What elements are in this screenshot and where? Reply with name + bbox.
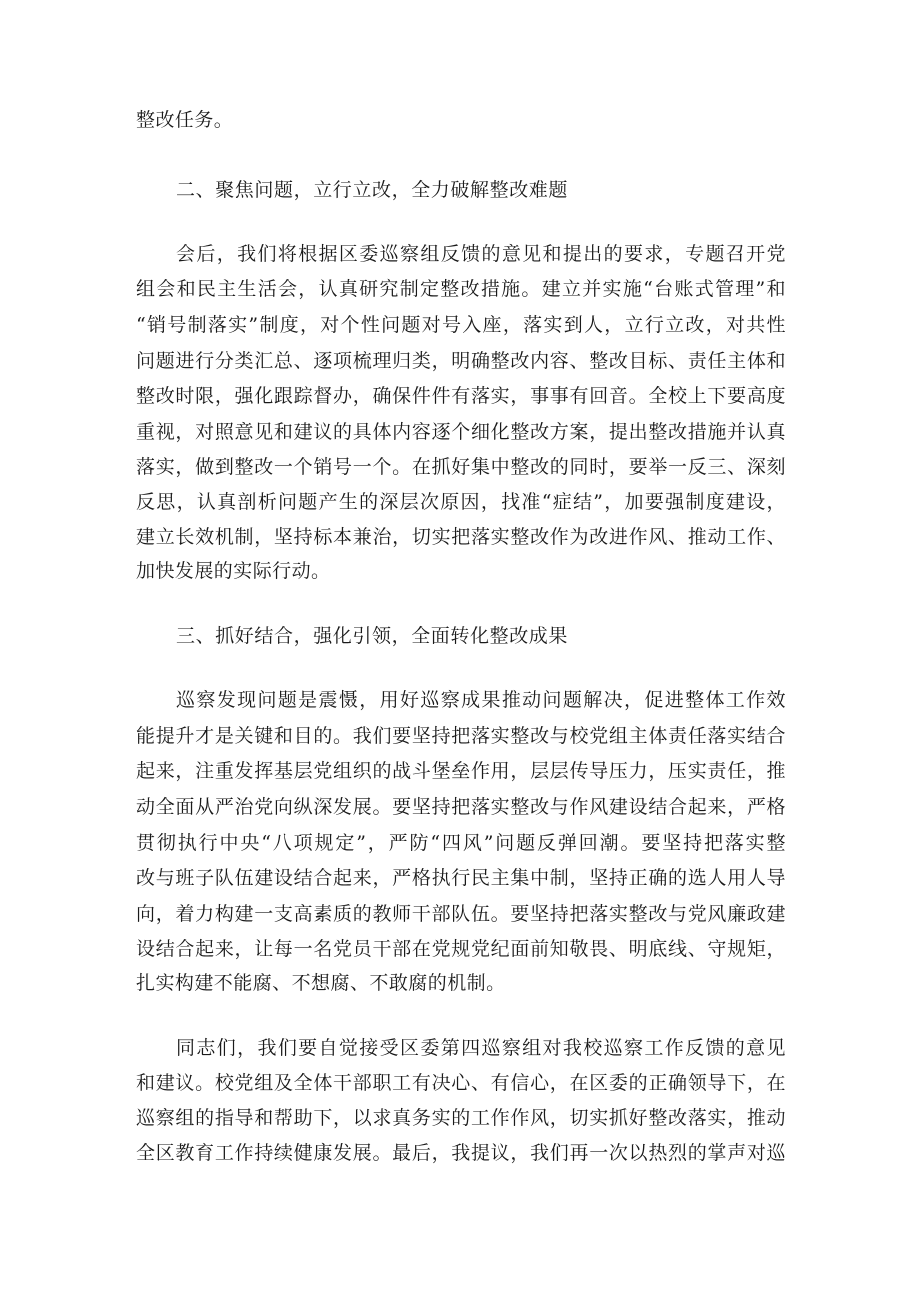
paragraph-line: 整改时限，强化跟踪督办，确保件件有落实，事事有回音。全校上下要高度 <box>136 385 786 407</box>
paragraph-line: 改与班子队伍建设结合起来，严格执行民主集中制，坚持正确的选人用人导 <box>136 867 786 889</box>
paragraph-line: 反思，认真剖析问题产生的深层次原因，找准“症结”，加要强制度建设， <box>136 491 786 513</box>
paragraph-line: 落实，做到整改一个销号一个。在抓好集中整改的同时，要举一反三、深刻 <box>136 456 786 478</box>
paragraph-line: 和建议。校党组及全体干部职工有决心、有信心，在区委的正确领导下，在 <box>136 1072 786 1094</box>
paragraph-line: 组会和民主生活会，认真研究制定整改措施。建立并实施“台账式管理”和 <box>136 278 786 300</box>
paragraph-line: 巡察组的指导和帮助下，以求真务实的工作作风，切实抓好整改落实，推动 <box>136 1107 786 1129</box>
paragraph-line: 设结合起来，让每一名党员干部在党规党纪面前知敬畏、明底线、守规矩， <box>136 938 786 960</box>
section-heading-2: 二、聚焦问题，立行立改，全力破解整改难题 <box>176 179 569 201</box>
paragraph-line: 建立长效机制，坚持标本兼治，切实把落实整改作为改进作风、推动工作、 <box>136 526 786 548</box>
paragraph-line: 能提升才是关键和目的。我们要坚持把落实整改与校党组主体责任落实结合 <box>136 725 786 747</box>
paragraph-end-line: 整改任务。 <box>136 109 234 131</box>
paragraph-line: 全区教育工作持续健康发展。最后，我提议，我们再一次以热烈的掌声对巡 <box>136 1142 786 1164</box>
paragraph-line: 同志们，我们要自觉接受区委第四巡察组对我校巡察工作反馈的意见 <box>176 1037 786 1059</box>
paragraph-line: 向，着力构建一支高素质的教师干部队伍。要坚持把落实整改与党风廉政建 <box>136 903 786 925</box>
paragraph-line: “销号制落实”制度，对个性问题对号入座，落实到人，立行立改，对共性 <box>136 314 786 336</box>
paragraph-line: 会后，我们将根据区委巡察组反馈的意见和提出的要求，专题召开党 <box>176 243 786 265</box>
paragraph-line: 加快发展的实际行动。 <box>136 560 331 582</box>
paragraph-line: 问题进行分类汇总、逐项梳理归类，明确整改内容、整改目标、责任主体和 <box>136 350 786 372</box>
paragraph-line: 动全面从严治党向纵深发展。要坚持把落实整改与作风建设结合起来，严格 <box>136 796 786 818</box>
section-heading-3: 三、抓好结合，强化引领，全面转化整改成果 <box>176 625 569 647</box>
paragraph-line: 贯彻执行中央“八项规定”，严防“四风”问题反弹回潮。要坚持把落实整 <box>136 832 786 854</box>
paragraph-line: 巡察发现问题是震慑，用好巡察成果推动问题解决，促进整体工作效 <box>176 689 786 711</box>
paragraph-line: 重视，对照意见和建议的具体内容逐个细化整改方案，提出整改措施并认真 <box>136 421 786 443</box>
paragraph-line: 扎实构建不能腐、不想腐、不敢腐的机制。 <box>136 972 506 994</box>
paragraph-line: 起来，注重发挥基层党组织的战斗堡垒作用，层层传导压力，压实责任，推 <box>136 760 786 782</box>
